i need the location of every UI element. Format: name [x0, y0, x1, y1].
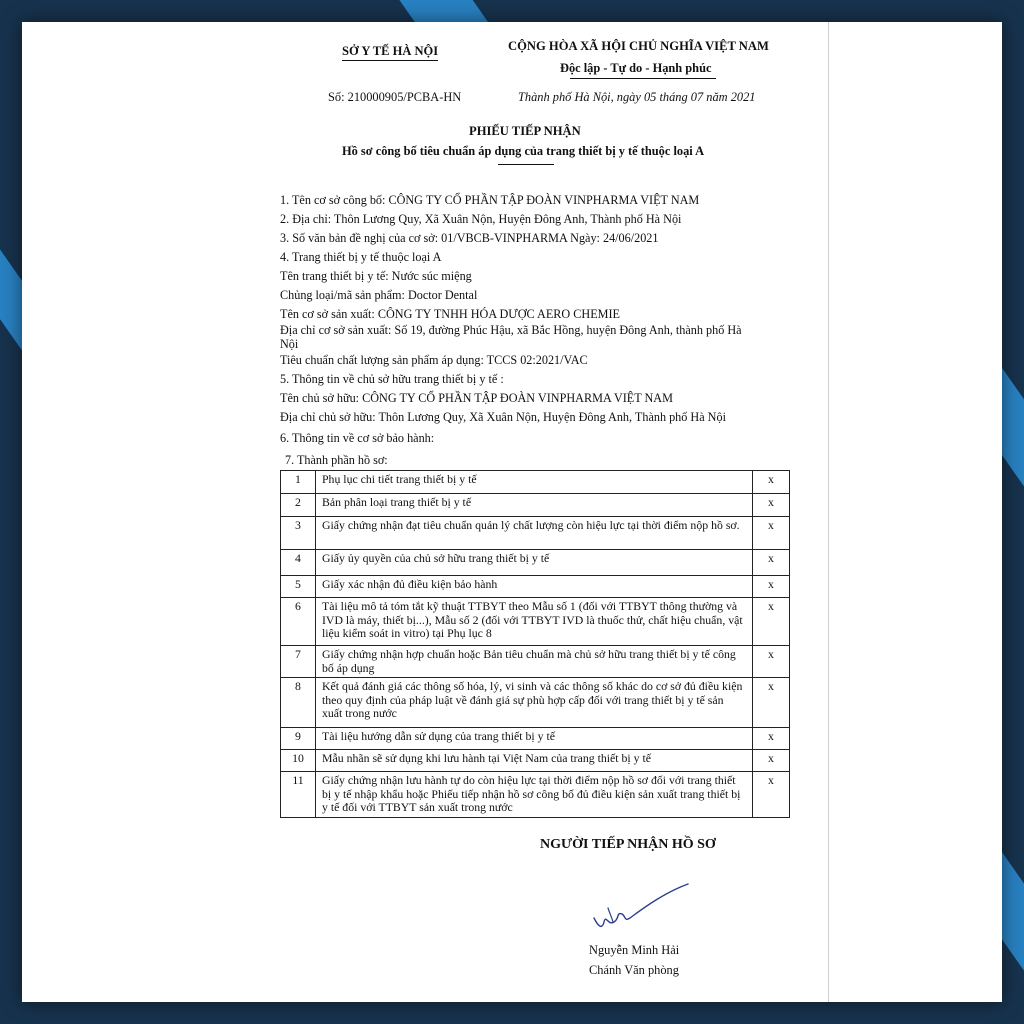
dossier-table [280, 470, 790, 818]
row-number: 7 [281, 646, 316, 678]
info-line-4: 4. Trang thiết bị y tế thuộc loại A [280, 250, 442, 264]
document-subtitle: Hồ sơ công bố tiêu chuẩn áp dụng của trang thiết bị y tế thuộc loại A [342, 144, 705, 158]
row-number: 8 [281, 678, 316, 728]
info-line-3: 3. Số văn bản đề nghị của cơ sở: 01/VBCB-VINPHARMA Ngày: 24/06/2021 [280, 231, 659, 245]
table-row [281, 550, 790, 576]
row-check-mark: x [753, 750, 790, 772]
receiver-role: NGƯỜI TIẾP NHẬN HỒ SƠ [540, 837, 716, 852]
document-title: PHIẾU TIẾP NHẬN [469, 124, 581, 138]
row-text: Giấy chứng nhận hợp chuẩn hoặc Bản tiêu chuẩn mà chủ sở hữu trang thiết bị y tế công bố áp dụng [316, 646, 753, 678]
dossier-table-body [281, 471, 790, 818]
row-check-mark: x [753, 728, 790, 750]
row-check-mark: x [753, 576, 790, 598]
place-date: Thành phố Hà Nội, ngày 05 tháng 07 năm 2021 [518, 90, 756, 104]
table-row [281, 772, 790, 818]
row-text: Giấy chứng nhận đạt tiêu chuẩn quản lý chất lượng còn hiệu lực tại thời điểm nộp hồ sơ. [316, 517, 753, 550]
row-text: Giấy ủy quyền của chủ sở hữu trang thiết bị y tế [316, 550, 753, 576]
row-number: 5 [281, 576, 316, 598]
row-text: Mẫu nhãn sẽ sử dụng khi lưu hành tại Việt Nam của trang thiết bị y tế [316, 750, 753, 772]
row-check-mark: x [753, 678, 790, 728]
row-check-mark: x [753, 471, 790, 494]
info-line-1: 1. Tên cơ sở công bố: CÔNG TY CỔ PHẦN TẬP ĐOÀN VINPHARMA VIỆT NAM [280, 193, 700, 207]
row-check-mark: x [753, 598, 790, 646]
receiver-name: Nguyễn Minh Hải [589, 943, 680, 957]
row-check-mark: x [753, 646, 790, 678]
document-number: Số: 210000905/PCBA-HN [328, 90, 462, 104]
info-line-6: 6. Thông tin về cơ sở bảo hành: [280, 431, 435, 445]
row-text: Tài liệu hướng dẫn sử dụng của trang thiết bị y tế [316, 728, 753, 750]
applied-standard: Tiêu chuẩn chất lượng sản phẩm áp dụng: TCCS 02:2021/VAC [280, 353, 588, 367]
row-number: 9 [281, 728, 316, 750]
motto-underline [570, 78, 716, 79]
info-line-7: 7. Thành phần hồ sơ: [285, 453, 388, 467]
table-row [281, 494, 790, 517]
department-underline [342, 60, 438, 61]
row-text: Giấy xác nhận đủ điều kiện bảo hành [316, 576, 753, 598]
info-line-5: 5. Thông tin về chủ sở hữu trang thiết bị y tế : [280, 372, 504, 386]
device-name: Tên trang thiết bị y tế: Nước súc miệng [280, 269, 472, 283]
row-check-mark: x [753, 550, 790, 576]
country-name: CỘNG HÒA XÃ HỘI CHỦ NGHĨA VIỆT NAM [508, 39, 769, 53]
table-row [281, 646, 790, 678]
document-frame [22, 22, 1002, 1002]
row-number: 1 [281, 471, 316, 494]
row-text: Phụ lục chi tiết trang thiết bị y tế [316, 471, 753, 494]
document-page [22, 22, 829, 1002]
product-type: Chủng loại/mã sản phẩm: Doctor Dental [280, 288, 478, 302]
row-check-mark: x [753, 772, 790, 818]
row-text: Giấy chứng nhận lưu hành tự do còn hiệu lực tại thời điểm nộp hồ sơ đối với trang thiết bị y tế nhập khẩu hoặc Phiếu tiếp nhận hồ sơ công bố đủ điều kiện sản xuất trang thiết bị y tế đối với TTBYT sản xuất trong nước [316, 772, 753, 818]
owner-name: Tên chủ sở hữu: CÔNG TY CỔ PHẦN TẬP ĐOÀN VINPHARMA VIỆT NAM [280, 391, 673, 405]
row-check-mark: x [753, 517, 790, 550]
receiver-position: Chánh Văn phòng [589, 963, 679, 977]
row-number: 4 [281, 550, 316, 576]
manufacturer-address-1: Địa chỉ cơ sở sản xuất: Số 19, đường Phúc Hậu, xã Bắc Hồng, huyện Đông Anh, thành phố Hà [280, 323, 742, 337]
row-number: 2 [281, 494, 316, 517]
subtitle-underline [498, 164, 554, 165]
row-number: 6 [281, 598, 316, 646]
table-row [281, 678, 790, 728]
table-row [281, 517, 790, 550]
row-check-mark: x [753, 494, 790, 517]
table-row [281, 598, 790, 646]
info-line-2: 2. Địa chỉ: Thôn Lương Quy, Xã Xuân Nộn, Huyện Đông Anh, Thành phố Hà Nội [280, 212, 682, 226]
row-number: 11 [281, 772, 316, 818]
row-text: Tài liệu mô tả tóm tắt kỹ thuật TTBYT theo Mẫu số 1 (đối với TTBYT thông thường và IVD là máy, thiết bị...), Mẫu số 2 (đối với TTBYT IVD là thuốc thử, chất hiệu chuẩn, vật liệu kiểm soát in vitro) tại Phụ lục 8 [316, 598, 753, 646]
row-number: 3 [281, 517, 316, 550]
table-row [281, 728, 790, 750]
manufacturer-name: Tên cơ sở sản xuất: CÔNG TY TNHH HÓA DƯỢC AERO CHEMIE [280, 307, 620, 321]
national-motto: Độc lập - Tự do - Hạnh phúc [560, 61, 712, 75]
table-row [281, 576, 790, 598]
owner-address: Địa chỉ chủ sở hữu: Thôn Lương Quy, Xã Xuân Nộn, Huyện Đông Anh, Thành phố Hà Nội [280, 410, 726, 424]
manufacturer-address-2: Nội [280, 337, 299, 351]
row-text: Bản phân loại trang thiết bị y tế [316, 494, 753, 517]
department-name: SỞ Y TẾ HÀ NỘI [342, 44, 439, 58]
table-row [281, 471, 790, 494]
table-row [281, 750, 790, 772]
row-number: 10 [281, 750, 316, 772]
handwritten-signature-icon [586, 878, 696, 938]
row-text: Kết quả đánh giá các thông số hóa, lý, vi sinh và các thông số khác do cơ sở đủ điều kiện theo quy định của pháp luật về đánh giá sự phù hợp cấp đối với trang thiết bị y tế sản xuất trong nước [316, 678, 753, 728]
